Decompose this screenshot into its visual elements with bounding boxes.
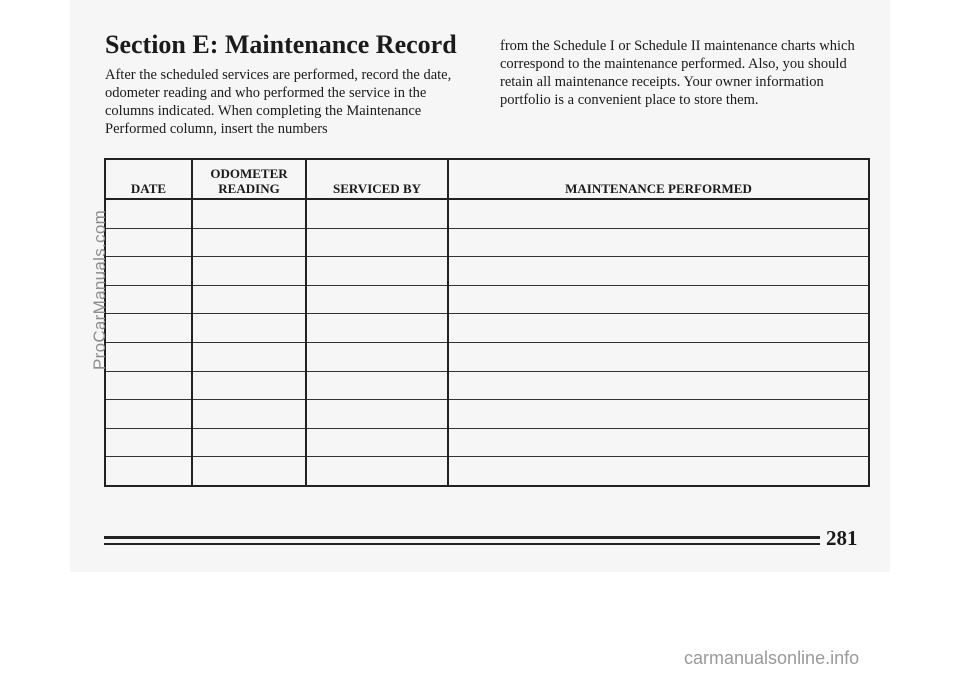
cell-serviced-by <box>306 199 448 228</box>
cell-odometer <box>192 314 306 343</box>
cell-odometer <box>192 199 306 228</box>
cell-maintenance <box>448 314 869 343</box>
header-date: DATE <box>105 159 192 199</box>
watermark-side: ProCarManuals.com <box>90 209 109 370</box>
table-row <box>105 285 869 314</box>
page-number: 281 <box>826 526 858 550</box>
cell-date <box>105 342 192 371</box>
table-body <box>105 199 869 486</box>
header-maintenance-performed: MAINTENANCE PERFORMED <box>448 159 869 199</box>
cell-odometer <box>192 400 306 429</box>
cell-date <box>105 371 192 400</box>
header-odometer-reading <box>192 159 306 199</box>
watermark-bottom: carmanualsonline.info <box>684 648 860 668</box>
cell-serviced-by <box>306 428 448 457</box>
footer-rule <box>104 536 820 545</box>
header-odometer-line1: ODOMETER <box>210 166 288 181</box>
cell-serviced-by <box>306 342 448 371</box>
table-row <box>105 371 869 400</box>
cell-date <box>105 199 192 228</box>
cell-odometer <box>192 457 306 486</box>
intro-text-right: from the Schedule I or Schedule II maintenance charts which correspond to the maintenance performed. Also, you should retain all maintenance receipts. Your owner information portfolio is a convenient place to store them. <box>500 38 855 108</box>
cell-date <box>105 457 192 486</box>
footer-rule-thin <box>104 543 820 545</box>
cell-serviced-by <box>306 371 448 400</box>
cell-maintenance <box>448 371 869 400</box>
maintenance-record-table <box>104 158 870 487</box>
intro-text-left: After the scheduled services are performed, record the date, odometer reading and who performed the service in the columns indicated. When completing the Maintenance Performed column, insert the numbers <box>105 67 452 137</box>
cell-serviced-by <box>306 257 448 286</box>
table-row <box>105 457 869 486</box>
cell-serviced-by <box>306 285 448 314</box>
cell-serviced-by <box>306 457 448 486</box>
table-header-row <box>105 159 869 199</box>
cell-maintenance <box>448 228 869 257</box>
cell-date <box>105 257 192 286</box>
table-row <box>105 257 869 286</box>
cell-odometer <box>192 342 306 371</box>
table-row <box>105 400 869 429</box>
cell-serviced-by <box>306 314 448 343</box>
cell-maintenance <box>448 457 869 486</box>
cell-serviced-by <box>306 400 448 429</box>
header-serviced-by: SERVICED BY <box>306 159 448 199</box>
cell-maintenance <box>448 428 869 457</box>
table-row <box>105 342 869 371</box>
cell-odometer <box>192 228 306 257</box>
cell-date <box>105 314 192 343</box>
table-row <box>105 428 869 457</box>
table-row <box>105 199 869 228</box>
cell-odometer <box>192 428 306 457</box>
cell-date <box>105 285 192 314</box>
footer-rule-thick <box>104 536 820 539</box>
header-odometer-line2: READING <box>218 181 280 196</box>
cell-date <box>105 400 192 429</box>
cell-maintenance <box>448 257 869 286</box>
cell-maintenance <box>448 285 869 314</box>
cell-maintenance <box>448 400 869 429</box>
cell-maintenance <box>448 342 869 371</box>
cell-serviced-by <box>306 228 448 257</box>
section-title: Section E: Maintenance Record <box>105 30 457 59</box>
table-row <box>105 314 869 343</box>
cell-odometer <box>192 371 306 400</box>
cell-date <box>105 428 192 457</box>
cell-odometer <box>192 285 306 314</box>
cell-date <box>105 228 192 257</box>
table-row <box>105 228 869 257</box>
cell-odometer <box>192 257 306 286</box>
cell-maintenance <box>448 199 869 228</box>
